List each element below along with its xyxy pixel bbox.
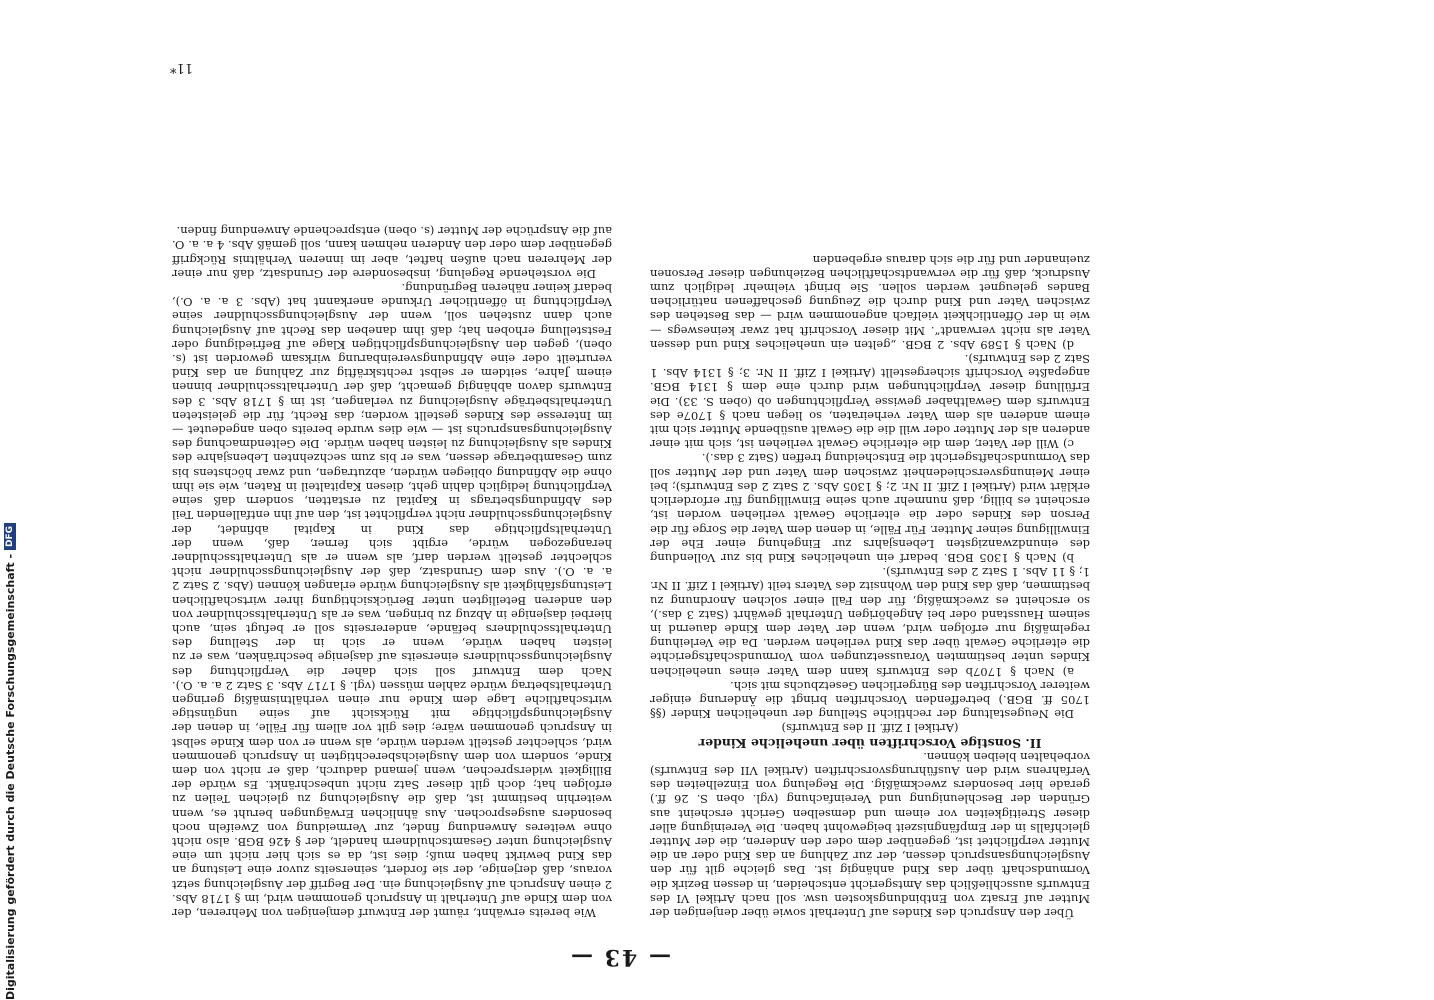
paragraph: Die vorstehende Regelung, insbesondere der Grundsatz, daß nur einer der Mehreren nach außen haftet, aber im inneren Verhältnis Rückgriff gegenüber dem oder den Anderen nehmen kann, soll gemäß Abs. 4 a. a. O. auf die Ansprüche der Mutter (s. oben) entsprechende Anwendung finden. — [172, 224, 612, 281]
digitization-notice-text: Digitalisierung gefördert durch die Deutsche Forschungsgemeinschaft - — [3, 553, 17, 1000]
paragraph: d) Nach § 1589 Abs. 2 BGB. „gelten ein uneheliches Kind und dessen Vater als nicht verwandt“. Mit dieser Vorschrift hat zwar keineswegs — wie in der Öffentlichkeit vielfach angenommen wird — das Bestehen des zwischen Vater und Kind durch die Zeugung geschaffenen natürlichen Bandes geleugnet werden sollen. Sie bringt vielmehr lediglich zum Ausdruck, daß für die verwandtschaftlichen Beziehungen dieser Personen zueinander und für die sich daraus ergebenden — [650, 252, 1090, 352]
paragraph: Über den Anspruch des Kindes auf Unterhalt sowie über denjenigen der Mutter auf Ersatz von Entbindungskosten usw. soll nach Artikel VI des Entwurfs ausschließlich das Amtsgericht entscheiden, in dessen Bezirk die Vormundschaft über das Kind anhängig ist. Das gleiche gilt für den Ausgleichungsanspruch dessen, der zur Zahlung an das Kind oder an die Mutter verpflichtet ist, gegenüber dem oder den Anderen, die der Mutter gleichfalls in der Empfängniszeit beigewohnt haben. Die Vereinigung aller dieser Streitigkeiten vor einem und demselben Gericht erscheint aus Gründen der Beschleunigung und Vereinfachung (vgl. oben S. 26 ff.) gerade hier besonders zweckmäßig. Die Regelung von Einzelheiten des Verfahrens wird den Ausführungsvorschriften (Artikel VII des Entwurfs) vorbehalten bleiben können. — [650, 749, 1090, 920]
digitization-notice — [0, 525, 20, 1000]
paragraph: Wie bereits erwähnt, räumt der Entwurf demjenigen von Mehreren, der von dem Kinde auf Unterhalt in Anspruch genommen wird, im § 1718 Abs. 2 einen Anspruch auf Ausgleichung ein. Der Begriff der Ausgleichung setzt voraus, daß derjenige, der sie fordert, seinerseits zuvor eine Leistung an das Kind bewirkt haben muß; dies ist, da es sich hier nicht um eine Ausgleichung unter Gesamtschuldnern handelt, der § 426 BGB. also nicht ohne weiteres Anwendung findet, zur Vermeidung von Zweifeln noch besonders ausgesprochen. Aus ähnlichen Erwägungen beruht es, wenn weiterhin bestimmt ist, daß die Ausgleichung zu gleichen Teilen zu erfolgen hat; doch gilt dieser Satz nicht unbeschränkt. Es würde der Billigkeit widersprechen, wenn jemand dadurch, daß er nicht von dem Kinde, sondern von dem Ausgleichsberechtigten in Anspruch genommen wird, schlechter gestellt werden würde, als wenn er von dem Kinde selbst in Anspruch genommen wäre; dies gilt vor allem für Fälle, in denen der Ausgleichungspflichtige mit Rücksicht auf seine ungünstige wirtschaftliche Lage dem Kinde nur einen verhältnismäßig geringen Unterhaltsbetrag würde zahlen müssen (vgl. § 1717 Abs. 3 Satz 2 a. a. O.). Nach dem Entwurf soll sich daher die Verpflichtung des Ausgleichungsschuldners einerseits auf dasjenige beschränken, was er zu leisten haben würde, wenn er sich in der Stellung des Unterhaltsschuldners befände, andererseits soll er befugt sein, auch hierbei dasjenige in Abzug zu bringen, was er als Unterhaltsschuldner von den anderen Beteiligten unter Berücksichtigung ihrer wirtschaftlichen Leistungsfähigkeit als Ausgleichung würde erlangen können (Abs. 2 Satz 2 a. a. O.). Aus dem Grundsatz, daß der Ausgleichungsschuldner nicht schlechter gestellt werden darf, als wenn er als Unterhaltsschuldner herangezogen würde, ergibt sich ferner, daß, wenn der Unterhaltspflichtige das Kind in Kapital abfindet, der Ausgleichungsschuldner nicht verpflichtet ist, den auf ihn entfallenden Teil des Abfindungsbetrags in Kapital zu erstatten, sondern daß seine Verpflichtung lediglich dahin geht, diesen Kapitalteil in Raten, wie sie ihm ohne die Abfindung obliegen würden, abzutragen, und zwar höchstens bis zum Gesamtbetrage dessen, was er bis zum sechzehnten Lebensjahre des Kindes als Ausgleichung zu leisten haben würde. Die Geltendmachung des Ausgleichungsanspruchs ist — wie dies wurde bereits oben angedeutet — im Interesse des Kindes gestellt worden; das Recht, für die geleisteten Unterhaltsbeträge Ausgleichung zu verlangen, ist im § 1718 Abs. 3 des Entwurfs davon abhängig gemacht, daß der Unterhaltsschuldner binnen einem Jahre, seitdem er selbst rechtskräftig zur Zahlung an das Kind verurteilt oder eine Abfindungsvereinbarung wirksam geworden ist (s. oben), gegen den Ausgleichungspflichtigen Klage auf Befriedigung oder Feststellung erhoben hat; daß ihm daneben das Recht auf Ausgleichung auch dann zustehen soll, wenn der Ausgleichungsschuldner seine Verpflichtung in öffentlicher Urkunde anerkannt hat (Abs. 3 a. a. O.), bedarf keiner näheren Begründung. — [172, 281, 612, 920]
page-number: — 43 — — [569, 944, 671, 970]
paragraph: Die Neugestaltung der rechtliche Stellung der unehelichen Kinder (§§ 1705 ff. BGB.) betreffenden Vorschriften bringt die Änderung einiger weiterer Vorschriften des Bürgerlichen Gesetzbuchs mit sich. — [650, 678, 1090, 722]
paragraph: a) Nach § 1707b des Entwurfs kann dem Vater eines unehelichen Kindes unter bestimmten Voraussetzungen vom Vormundschaftsgerichte die elterliche Gewalt über das Kind verliehen werden. Da die Verleihung regelmäßig nur erfolgen wird, wenn der Vater dem Kinde dauernd in seinem Hausstand oder bei Angehörigen Unterhalt gewährt (Satz 3 das.), so erscheint es zweckmäßig, für den Fall einer solchen Anordnung zu bestimmen, daß das Kind den Wohnsitz des Vaters teilt (Artikel I Ziff. II Nr. 1; § 11 Abs. 1 Satz 2 des Entwurfs). — [650, 565, 1090, 679]
right-column — [172, 80, 612, 920]
left-column — [650, 80, 1090, 920]
section-subheading: (Artikel I Ziff. II des Entwurfs) — [781, 721, 959, 736]
section-heading: II. Sonstige Vorschriften über uneheliche Kinder — [698, 735, 1042, 751]
paragraph: c) Will der Vater, dem die elterliche Gewalt verliehen ist, sich mit einer anderen als der Mutter oder will die die Gewalt ausübende Mutter sich mit einem anderen als dem Vater verheiraten, so liegen nach § 1707e des Entwurfs dem Gewalthaber gewisse Verpflichtungen ob (oben S. 33). Die Erfüllung dieser Verpflichtungen wird durch eine dem § 1314 BGB. angepaßte Vorschrift sichergestellt (Artikel I Ziff. II Nr. 3; § 1314 Abs. 1 Satz 2 des Entwurfs). — [650, 352, 1090, 452]
paragraph: b) Nach § 1305 BGB. bedarf ein uneheliches Kind bis zur Vollendung des einundzwanzigsten Lebensjahrs zur Eingehung einer Ehe der Einwilligung seiner Mutter. Für Fälle, in denen dem Vater die Sorge für die Person des Kindes oder die elterliche Gewalt verliehen worden ist, erscheint es billig, daß nunmehr auch seine Einwilligung für erforderlich erklärt wird (Artikel I Ziff. II Nr. 2; § 1305 Abs. 2 Satz 2 des Entwurfs); bei einer Meinungsverschiedenheit zwischen dem Vater und der Mutter soll das Vormundschaftsgericht die Entscheidung treffen (Satz 3 das.). — [650, 451, 1090, 565]
document-page — [150, 60, 1090, 970]
dfg-logo: DFG — [4, 523, 16, 550]
signature-mark: 11* — [170, 60, 194, 75]
